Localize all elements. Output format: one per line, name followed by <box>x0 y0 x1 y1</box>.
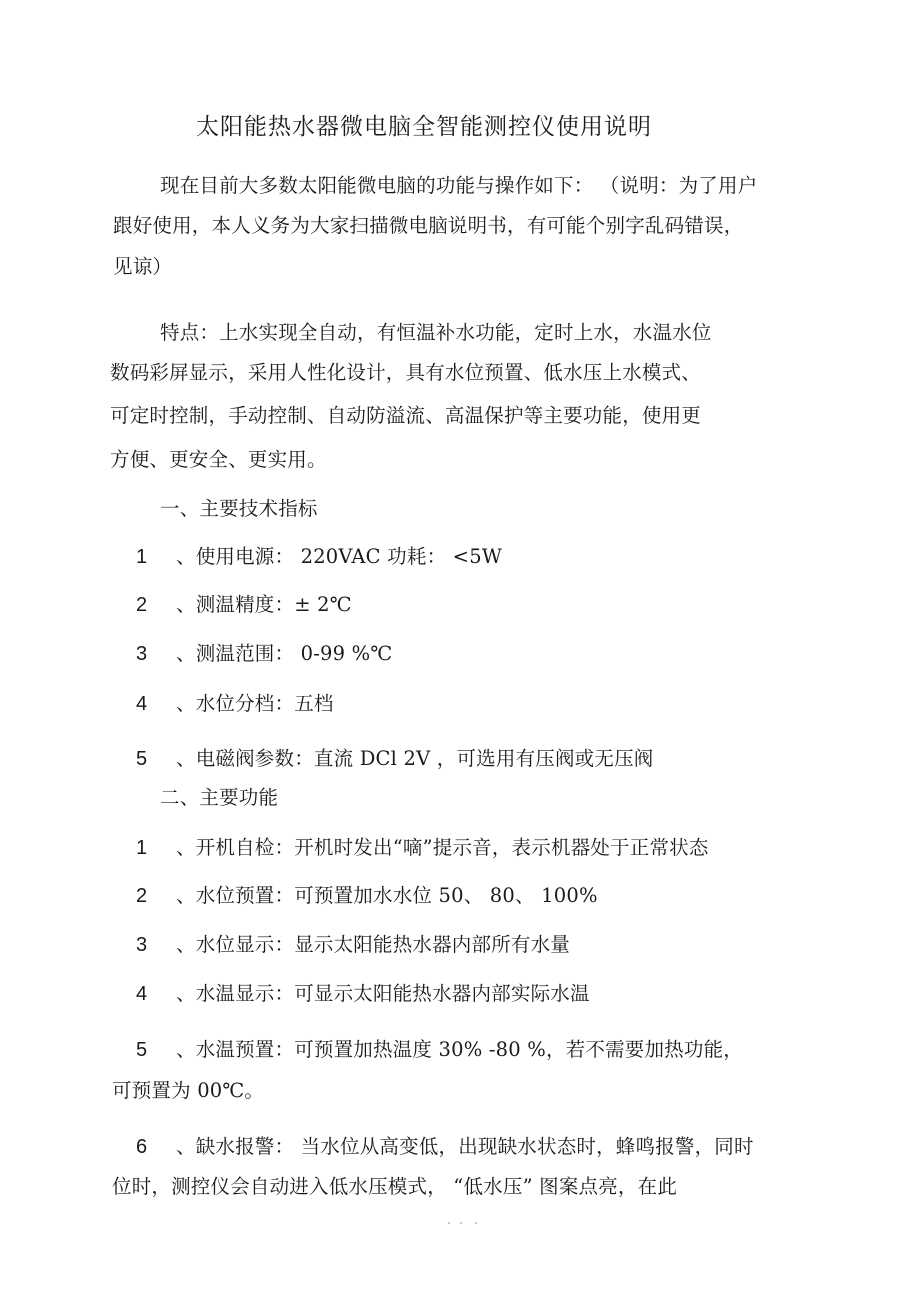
function-item-text: 、水温预置：可预置加热温度 30% -80 %，若不需要加热功能， <box>176 1038 743 1061</box>
function-item-text: 、水温显示：可显示太阳能热水器内部实际水温 <box>176 982 590 1005</box>
page-footer-marks <box>448 1222 488 1226</box>
function-item-number: 4 <box>136 983 148 1005</box>
spec-item <box>136 544 502 570</box>
spec-item <box>136 746 653 772</box>
spec-item-number: 1 <box>136 546 148 568</box>
function-item-text: 、开机自检：开机时发出“嘀”提示音，表示机器处于正常状态 <box>176 836 709 859</box>
spec-item <box>136 641 392 667</box>
function-item-number: 2 <box>136 885 148 907</box>
function-item-text: 、水位预置：可预置加水水位 50、 80、 100% <box>176 884 598 907</box>
spec-item-text: 、使用电源： 220VAC 功耗： <5W <box>176 545 503 568</box>
spec-item <box>136 592 352 618</box>
section-heading-functions: 二、主要功能 <box>160 786 279 809</box>
intro-line-1: 现在目前大多数太阳能微电脑的功能与操作如下： （说明：为了用户 <box>160 174 758 197</box>
function-item-number: 1 <box>136 837 148 859</box>
document-title: 太阳能热水器微电脑全智能测控仪使用说明 <box>196 114 652 140</box>
function-item <box>136 1134 754 1160</box>
function-item-text: 、水位显示：显示太阳能热水器内部所有水量 <box>176 933 571 956</box>
spec-item-number: 2 <box>136 594 148 616</box>
function-item <box>136 932 570 958</box>
function-item <box>136 981 590 1007</box>
function-item <box>136 883 598 909</box>
spec-item-number: 4 <box>136 693 148 715</box>
features-line-1: 特点：上水实现全自动，有恒温补水功能，定时上水，水温水位 <box>160 321 712 344</box>
function-item <box>136 1037 743 1063</box>
function-item-continuation: 位时，测控仪会自动进入低水压模式， “低水压” 图案点亮，在此 <box>112 1175 678 1198</box>
features-line-4: 方便、更安全、更实用。 <box>110 448 327 471</box>
function-item-number: 6 <box>136 1136 148 1158</box>
function-item-continuation: 可预置为 00℃。 <box>112 1079 265 1102</box>
function-item-text: 、缺水报警： 当水位从高变低，出现缺水状态时，蜂鸣报警，同时 <box>176 1135 754 1158</box>
function-item-number: 5 <box>136 1039 148 1061</box>
intro-line-2: 跟好使用，本人义务为大家扫描微电脑说明书，有可能个别字乱码错误， <box>113 214 744 237</box>
features-line-2: 数码彩屏显示，采用人性化设计，具有水位预置、低水压上水模式、 <box>110 361 702 384</box>
features-line-3: 可定时控制，手动控制、自动防溢流、高温保护等主要功能，使用更 <box>110 404 702 427</box>
intro-line-3: 见谅） <box>113 255 173 278</box>
spec-item-number: 3 <box>136 643 148 665</box>
spec-item-text: 、水位分档：五档 <box>176 692 334 715</box>
spec-item-text: 、测温精度：± 2℃ <box>176 593 352 616</box>
function-item <box>136 835 709 861</box>
section-heading-specs: 一、主要技术指标 <box>160 497 318 520</box>
spec-item-text: 、测温范围： 0-99 %℃ <box>176 642 393 665</box>
spec-item-text: 、电磁阀参数：直流 DCl 2V ，可选用有压阀或无压阀 <box>176 747 654 770</box>
spec-item-number: 5 <box>136 748 148 770</box>
spec-item <box>136 691 334 717</box>
function-item-number: 3 <box>136 934 148 956</box>
